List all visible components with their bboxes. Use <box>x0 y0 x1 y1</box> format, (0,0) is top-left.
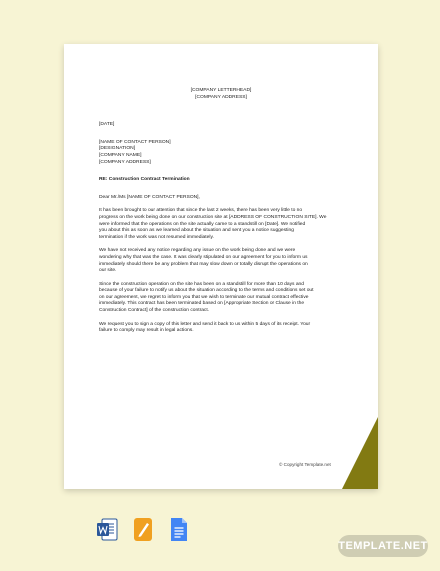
copyright-text: © Copyright Template.net <box>279 462 331 467</box>
paragraph-line: progress on the work being done on our construction site at [ADDRESS OF CONSTRUCTION SITE]. We <box>99 214 327 220</box>
paragraph-line: Since the construction operation on the site has been on a standstill for more than 10 days and <box>99 281 304 287</box>
template-net-watermark: TEMPLATE.NET <box>338 535 428 557</box>
paragraph-line: It has been brought to our attention that since the last 2 weeks, there has been very little to no <box>99 208 303 214</box>
paragraph-line: termination if the work was not resumed immediately. <box>99 234 214 240</box>
template-logo-icon <box>350 431 364 445</box>
google-docs-icon[interactable] <box>168 517 190 542</box>
letter-date: [DATE] <box>99 122 115 128</box>
paragraph-line: immediately should there be any problem that may slow down or totally disrupt the operations on <box>99 261 308 267</box>
paragraph-line: failure to comply may result in legal actions. <box>99 328 194 334</box>
paragraph-2 <box>99 248 343 274</box>
paragraph-line: immediately. This contract has been terminated based on [Appropriate Section or Clause in the <box>99 301 305 307</box>
company-letterhead: [COMPANY LETTERHEAD] <box>190 88 252 93</box>
paragraph-3 <box>99 282 343 315</box>
paragraph-line: We have not received any notice regarding any issue on the work being done and we were <box>99 248 296 254</box>
recipient-block <box>99 140 343 166</box>
paragraph-line: were informed that the operations on the site actually came to a standstill on [Date]. We notified <box>99 221 306 227</box>
paragraph-line: because of your failure to notify us about the situation according to the terms and conditions set out <box>99 288 314 294</box>
paragraph-4 <box>99 322 343 335</box>
corner-triangle-decoration <box>342 417 378 489</box>
paragraph-1 <box>99 208 343 241</box>
recipient-designation: [DESIGNATION] <box>99 146 136 152</box>
pages-icon[interactable] <box>132 517 154 542</box>
paragraph-line: on our agreement, we regret to inform you that we wish to terminate our mutual contract effective <box>99 294 309 300</box>
letter-salutation: Dear Mr./Ms [NAME OF CONTACT PERSON], <box>99 194 200 200</box>
paragraph-line: Construction Contract] of the construction contract. <box>99 308 210 314</box>
letter-page <box>64 44 378 489</box>
paragraph-line: our site. <box>99 268 117 274</box>
word-icon[interactable] <box>96 517 118 542</box>
paragraph-line: wondering why that was the case. It was clearly stipulated on our agreement for you to inform us <box>99 254 308 260</box>
paragraph-line: you about this as soon as we learned about the situation and sent you a notice suggesting <box>99 228 294 234</box>
recipient-name: [NAME OF CONTACT PERSON] <box>99 139 171 145</box>
company-address-header: [COMPANY ADDRESS] <box>195 94 247 100</box>
letterhead-block <box>99 88 343 101</box>
letter-body <box>99 88 343 335</box>
recipient-company: [COMPANY NAME] <box>99 152 142 158</box>
app-icons-row <box>96 517 190 542</box>
letter-subject: RE: Construction Contract Termination <box>99 177 190 183</box>
recipient-address: [COMPANY ADDRESS] <box>99 159 151 165</box>
paragraph-line: We request you to sign a copy of this letter and send it back to us within 5 days of its receipt. Your <box>99 321 311 327</box>
